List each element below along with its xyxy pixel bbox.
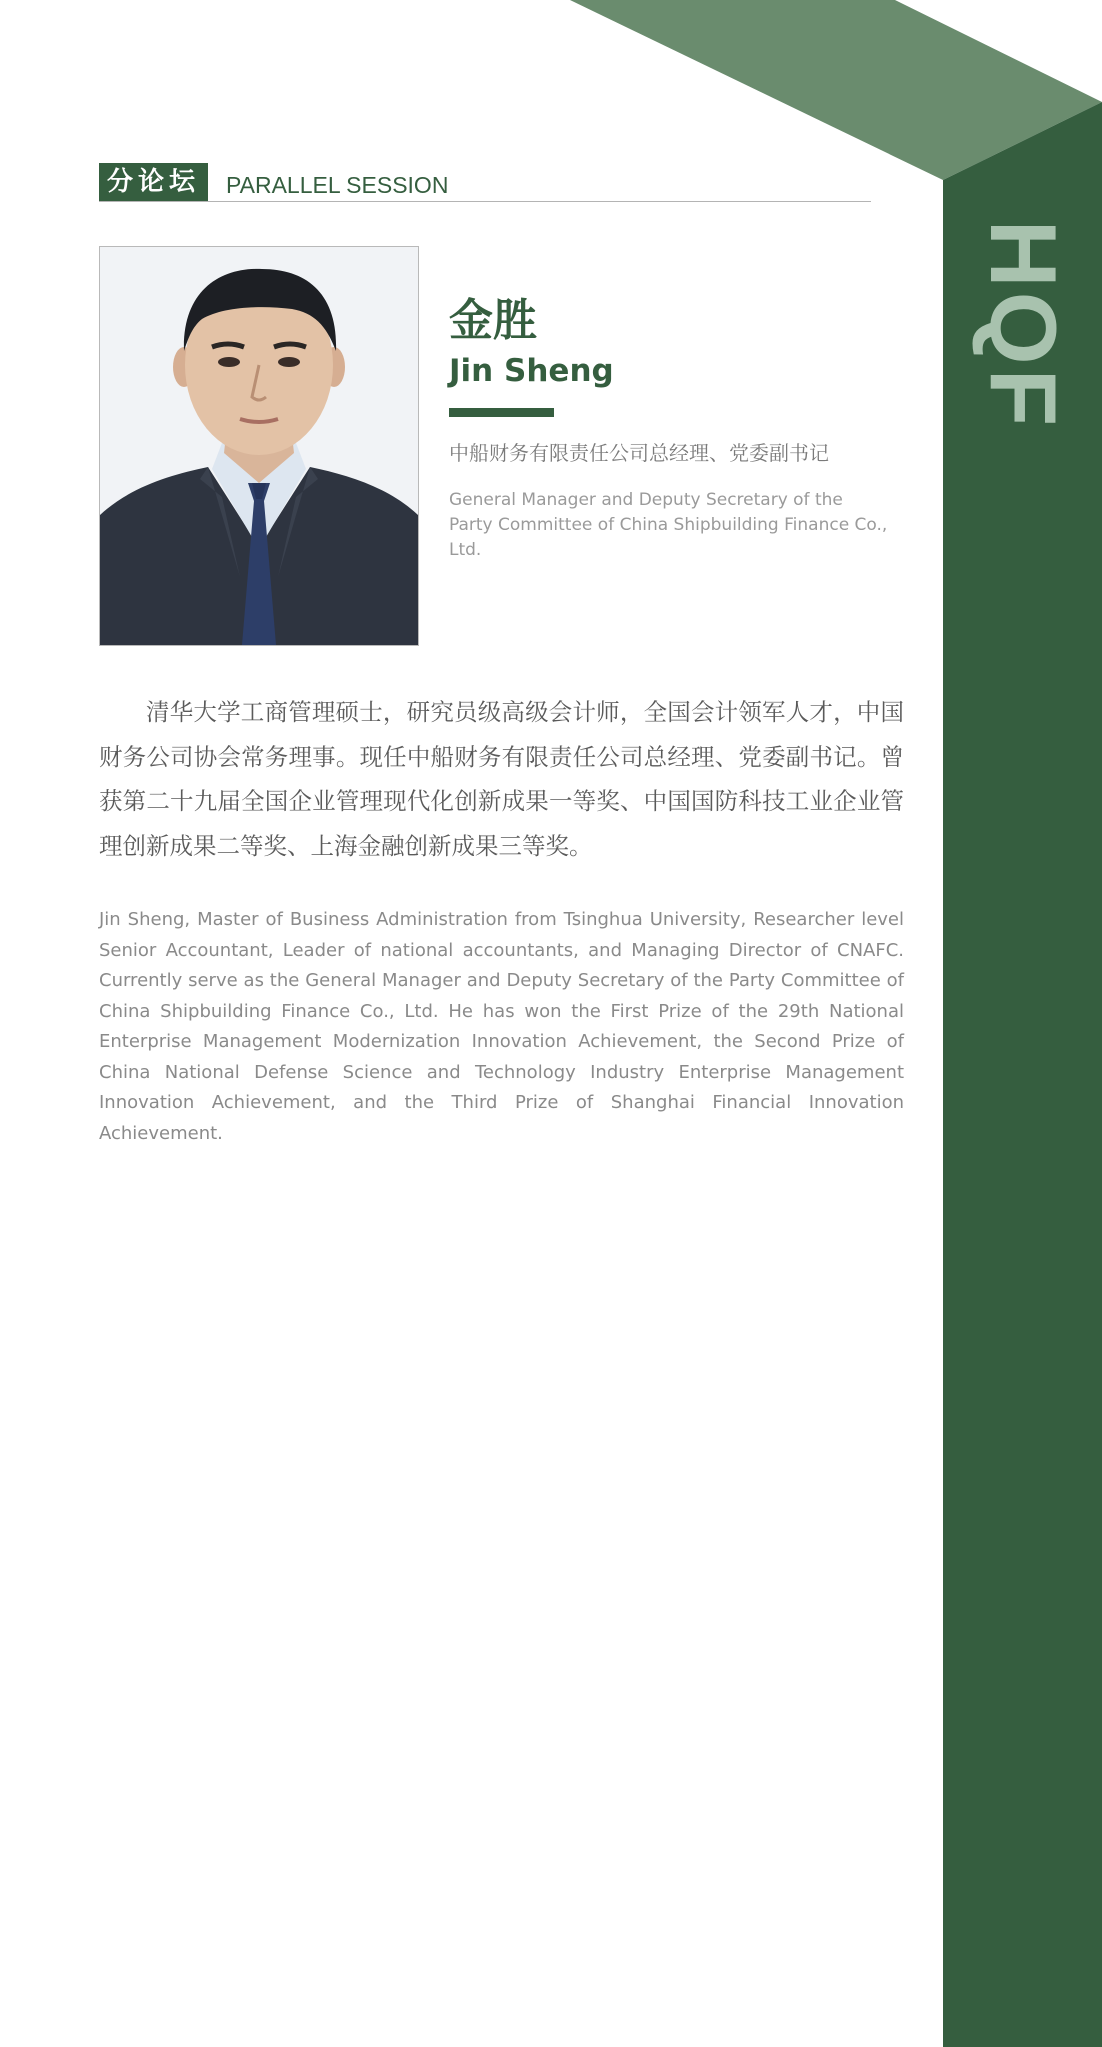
hqf-logo-text: HQF <box>971 219 1076 431</box>
speaker-title-cn: 中船财务有限责任公司总经理、党委副书记 <box>449 441 829 465</box>
speaker-photo <box>99 246 419 646</box>
speaker-name-en: Jin Sheng <box>449 353 614 389</box>
speaker-bio-en: Jin Sheng, Master of Business Administration from Tsinghua University, Researcher level Senior Accountant, Leader of national accountants, and Managing Director of CNAFC. Currently serve as the General Manager and Deputy Secretary of the Party Committee of China Shipbuilding Finance Co., Ltd. He has won the First Prize of the 29th National Enterprise Management Modernization Innovation Achievement, the Second Prize of China National Defense Science and Technology Industry Enterprise Management Innovation Achievement, and the Third Prize of Shanghai Financial Innovation Achievement. <box>99 909 904 1144</box>
portrait-image <box>100 247 418 645</box>
section-label: PARALLEL SESSION <box>226 172 449 198</box>
section-header <box>99 163 871 202</box>
speaker-title-en: General Manager and Deputy Secretary of the Party Committee of China Shipbuilding Finance Co., Ltd. <box>449 490 888 560</box>
speaker-bio-cn: 清华大学工商管理硕士，研究员级高级会计师，全国会计领军人才，中国财务公司协会常务理事。现任中船财务有限责任公司总经理、党委副书记。曾获第二十九届全国企业管理现代化创新成果一等奖、中国国防科技工业企业管理创新成果二等奖、上海金融创新成果三等奖。 <box>99 698 904 860</box>
section-badge: 分论坛 <box>99 163 208 201</box>
name-accent-bar <box>449 408 554 417</box>
section-divider <box>99 201 871 202</box>
hqf-logo <box>943 210 1102 450</box>
speaker-name-cn: 金胜 <box>449 295 537 346</box>
